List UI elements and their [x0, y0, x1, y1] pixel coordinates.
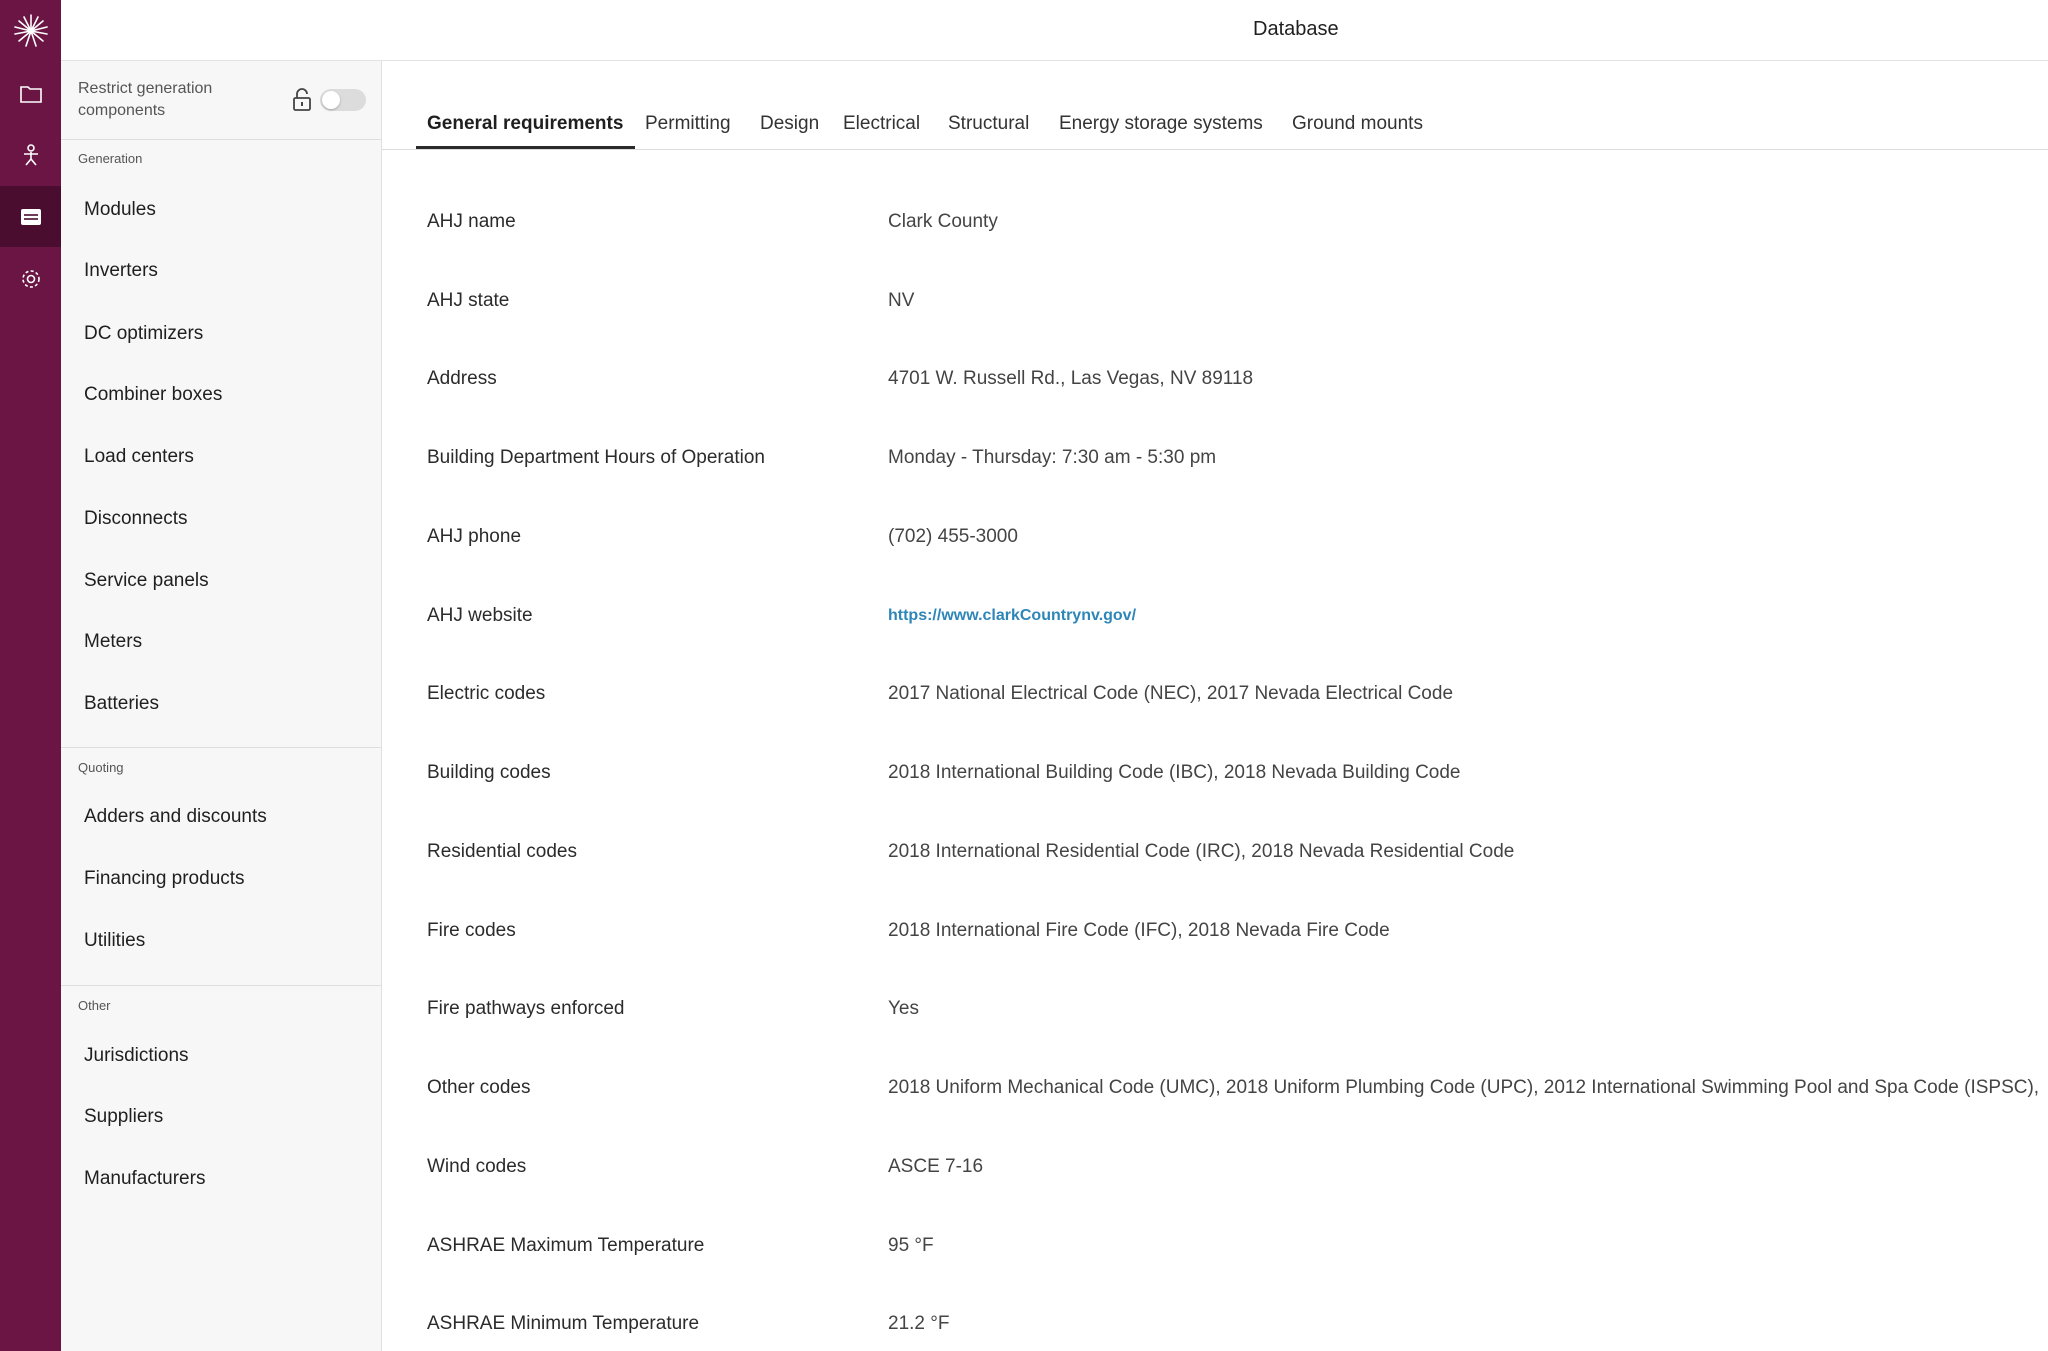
row-label-building-codes: Building codes — [427, 762, 551, 783]
sidebar-item-load-centers[interactable]: Load centers — [84, 446, 194, 467]
row-value-residential-codes: 2018 International Residential Code (IRC), 2018 Nevada Residential Code — [888, 841, 1515, 862]
row-label-ashrae-max-temp: ASHRAE Maximum Temperature — [427, 1235, 705, 1256]
tab-electrical[interactable]: Electrical — [843, 113, 921, 134]
active-tab-indicator — [416, 146, 635, 149]
database-icon[interactable] — [0, 186, 61, 247]
gear-icon[interactable] — [0, 248, 61, 309]
lock-icon — [292, 88, 312, 112]
tab-energy-storage-systems[interactable]: Energy storage systems — [1059, 113, 1263, 134]
row-value-fire-pathways-enforced: Yes — [888, 998, 919, 1019]
section-label-generation: Generation — [78, 151, 143, 166]
sidebar-item-financing-products[interactable]: Financing products — [84, 868, 245, 889]
tab-ground-mounts[interactable]: Ground mounts — [1292, 113, 1423, 134]
sidebar-item-adders-and-discounts[interactable]: Adders and discounts — [84, 806, 267, 827]
sidebar-item-manufacturers[interactable]: Manufacturers — [84, 1168, 206, 1189]
tab-general-requirements[interactable]: General requirements — [427, 113, 624, 134]
row-value-ahj-state: NV — [888, 290, 915, 311]
row-label-other-codes: Other codes — [427, 1077, 531, 1098]
sidebar-divider — [61, 985, 381, 986]
sidebar-item-inverters[interactable]: Inverters — [84, 260, 158, 281]
row-label-ahj-state: AHJ state — [427, 290, 510, 311]
sidebar-item-service-panels[interactable]: Service panels — [84, 570, 209, 591]
row-label-ahj-name: AHJ name — [427, 211, 516, 232]
ahj-website-link[interactable]: https://www.clarkCountrynv.gov/ — [888, 607, 1137, 624]
logo-icon[interactable] — [0, 0, 61, 61]
restrict-generation-label: Restrict generation components — [78, 80, 213, 119]
app-rail — [0, 0, 61, 1351]
row-label-residential-codes: Residential codes — [427, 841, 577, 862]
row-value-electric-codes: 2017 National Electrical Code (NEC), 2017 Nevada Electrical Code — [888, 683, 1454, 704]
section-label-other: Other — [78, 998, 111, 1013]
row-value-address: 4701 W. Russell Rd., Las Vegas, NV 89118 — [888, 368, 1254, 389]
restrict-generation-row — [61, 61, 381, 140]
sidebar-item-jurisdictions[interactable]: Jurisdictions — [84, 1045, 189, 1066]
sidebar-item-modules[interactable]: Modules — [84, 199, 156, 220]
row-value-wind-codes: ASCE 7-16 — [888, 1156, 984, 1177]
sidebar-item-disconnects[interactable]: Disconnects — [84, 508, 188, 529]
row-label-ahj-website: AHJ website — [427, 605, 533, 626]
sidebar-item-batteries[interactable]: Batteries — [84, 693, 159, 714]
row-value-hours-of-operation: Monday - Thursday: 7:30 am - 5:30 pm — [888, 447, 1217, 468]
row-label-fire-pathways-enforced: Fire pathways enforced — [427, 998, 625, 1019]
tab-permitting[interactable]: Permitting — [645, 113, 731, 134]
row-value-ashrae-min-temp: 21.2 °F — [888, 1313, 950, 1334]
section-label-quoting: Quoting — [78, 760, 124, 775]
row-label-ahj-phone: AHJ phone — [427, 526, 522, 547]
row-value-ahj-phone: (702) 455-3000 — [888, 526, 1018, 547]
sidebar-item-combiner-boxes[interactable]: Combiner boxes — [84, 384, 223, 405]
sidebar-item-meters[interactable]: Meters — [84, 631, 143, 652]
row-value-other-codes: 2018 Uniform Mechanical Code (UMC), 2018 Uniform Plumbing Code (UPC), 2012 International Swimming Pool and Spa Code (ISPSC), — [888, 1077, 2040, 1098]
row-value-ahj-name: Clark County — [888, 211, 998, 232]
row-label-ashrae-min-temp: ASHRAE Minimum Temperature — [427, 1313, 700, 1334]
row-value-ashrae-max-temp: 95 °F — [888, 1235, 934, 1256]
restrict-generation-toggle[interactable] — [320, 89, 366, 111]
tab-structural[interactable]: Structural — [948, 113, 1030, 134]
tab-design[interactable]: Design — [760, 113, 820, 134]
row-label-address: Address — [427, 368, 497, 389]
toggle-knob — [322, 91, 340, 109]
row-label-hours-of-operation: Building Department Hours of Operation — [427, 447, 765, 468]
sidebar-divider — [61, 747, 381, 748]
person-icon[interactable] — [0, 124, 61, 185]
sidebar-item-dc-optimizers[interactable]: DC optimizers — [84, 323, 204, 344]
sidebar-item-utilities[interactable]: Utilities — [84, 930, 146, 951]
page-title: Database — [1253, 18, 1339, 40]
sidebar — [61, 61, 382, 1351]
row-value-building-codes: 2018 International Building Code (IBC), 2018 Nevada Building Code — [888, 762, 1461, 783]
row-value-fire-codes: 2018 International Fire Code (IFC), 2018 Nevada Fire Code — [888, 920, 1390, 941]
row-label-wind-codes: Wind codes — [427, 1156, 527, 1177]
tab-bar — [382, 61, 2048, 150]
folder-icon[interactable] — [0, 63, 61, 124]
row-label-electric-codes: Electric codes — [427, 683, 546, 704]
row-label-fire-codes: Fire codes — [427, 920, 516, 941]
sidebar-item-suppliers[interactable]: Suppliers — [84, 1106, 164, 1127]
top-header — [61, 0, 2048, 61]
